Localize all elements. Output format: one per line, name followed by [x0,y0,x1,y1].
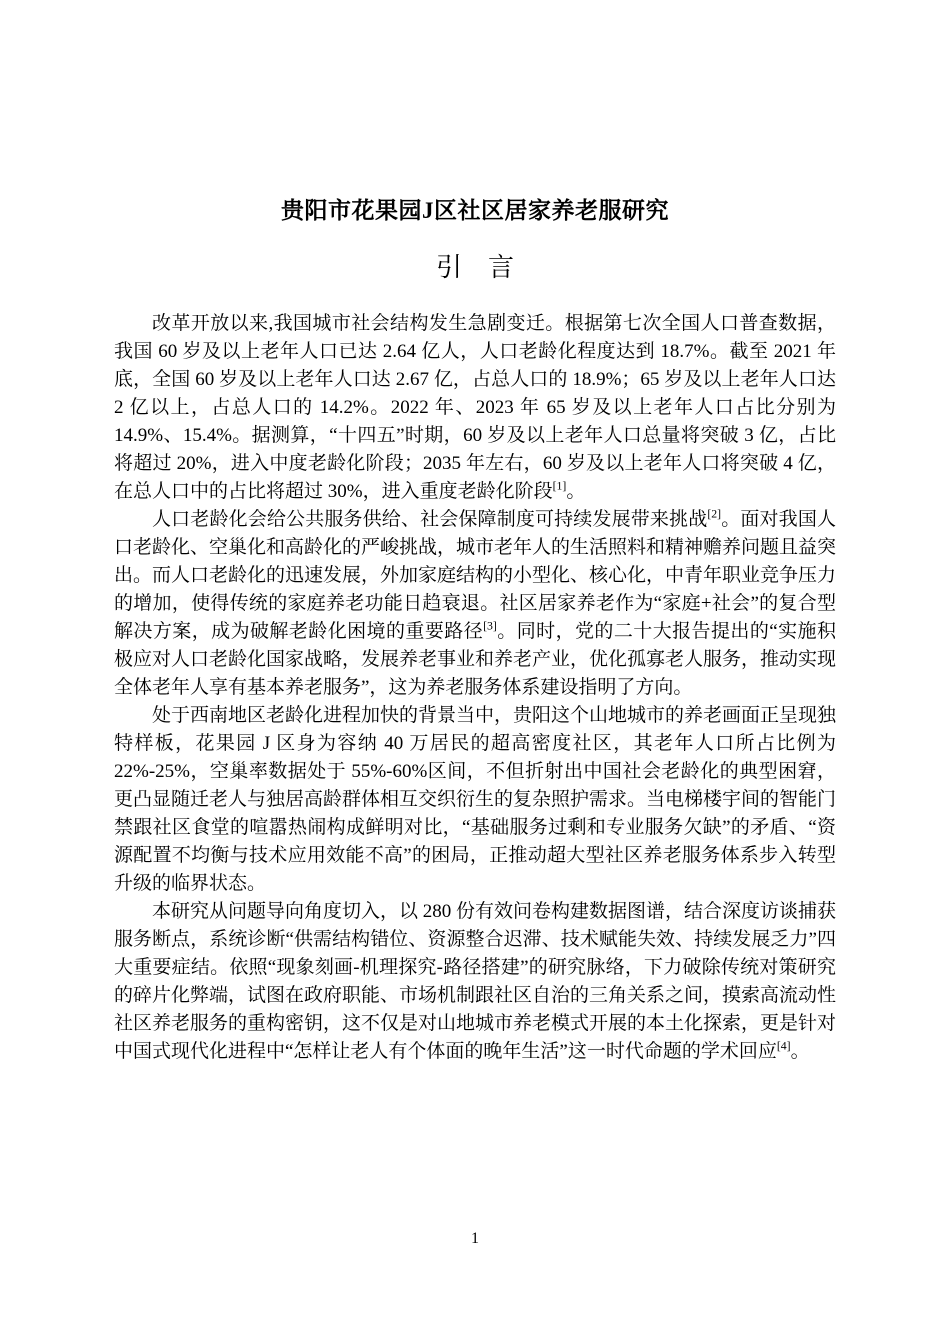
paragraph [114,702,836,898]
paragraph-text: 。同时，党的二十大报告提出的“实施积极应对人口老龄化国家战略，发展养老事业和养老产业，优化孤寡老人服务，推动实现全体老年人享有基本养老服务”，这为养老服务体系建设指明了方向。 [114,621,837,699]
paragraph-text: 人口老龄化会给公共服务供给、社会保障制度可持续发展带来挑战 [152,509,708,531]
paragraph-text: 处于西南地区老龄化进程加快的背景当中，贵阳这个山地城市的养老画面正呈现独特样板，花果园 J 区身为容纳 40 万居民的超高密度社区，其老年人口所占比例为 22%-25%，空巢率数据处于 55%-60%区间，不但折射出中国社会老龄化的典型困窘，更凸显随迁老人与独居高龄群体相互交织衍生的复杂照护需求。当电梯楼宇间的智能门禁跟社区食堂的喧嚣热闹构成鲜明对比，“基础服务过剩和专业服务欠缺”的矛盾、“资源配置不均衡与技术应用效能不高”的困局，正推动超大型社区养老服务体系步入转型升级的临界状态。 [114,705,837,895]
paragraph [114,898,836,1066]
section-heading: 引 言 [435,252,514,282]
citation-reference: [3] [483,620,497,634]
citation-reference: [4] [776,1040,791,1054]
page-number: 1 [471,1230,479,1247]
paragraph-text: 本研究从问题导向角度切入，以 280 份有效问卷构建数据图谱，结合深度访谈捕获服务断点，系统诊断“供需结构错位、资源整合迟滞、技术赋能失效、持续发展乏力”四大重要症结。依照“现象刻画-机理探究-路径搭建”的研究脉络，下力破除传统对策研究的碎片化弊端，试图在政府职能、市场机制跟社区自治的三角关系之间，摸索高流动性社区养老服务的重构密钥，这不仅是对山地城市养老模式开展的本土化探索，更是针对中国式现代化进程中“怎样让老人有个体面的晚年生活”这一时代命题的学术回应 [114,901,837,1063]
citation-reference: [1] [552,480,567,494]
page-footer [0,1230,950,1248]
paragraph-text: 。 [566,481,586,503]
paragraph [114,506,836,702]
paragraph-text: 改革开放以来,我国城市社会结构发生急剧变迁。根据第七次全国人口普查数据，我国 60 岁及以上老年人口已达 2.64 亿人，人口老龄化程度达到 18.7%。截至 2021 年底，全国 60 岁及以上老年人口达 2.67 亿，占总人口的 18.9%；65 岁及以上老年人口达 2 亿以上，占总人口的 14.2%。2022 年、2023 年 65 岁及以上老年人口占比分别为 14.9%、15.4%。据测算，“十四五”时期，60 岁及以上老年人口总量将突破 3 亿，占比将超过 20%，进入中度老龄化阶段；2035 年左右，60 岁及以上老年人口将突破 4 亿，在总人口中的占比将超过 30%，进入重度老龄化阶段 [114,313,836,503]
paragraph-text: 。面对我国人口老龄化、空巢化和高龄化的严峻挑战，城市老年人的生活照料和精神赡养问题且益突出。而人口老龄化的迅速发展，外加家庭结构的小型化、核心化，中青年职业竞争压力的增加，使得传统的家庭养老功能日趋衰退。社区居家养老作为“家庭+社会”的复合型解决方案，成为破解老龄化困境的重要路径 [114,509,837,643]
document-title: 贵阳市花果园J区社区居家养老服研究 [281,198,669,223]
document-body [114,310,836,1066]
paragraph [114,310,836,506]
paragraph-text: 。 [790,1041,810,1063]
citation-reference: [2] [707,508,722,522]
